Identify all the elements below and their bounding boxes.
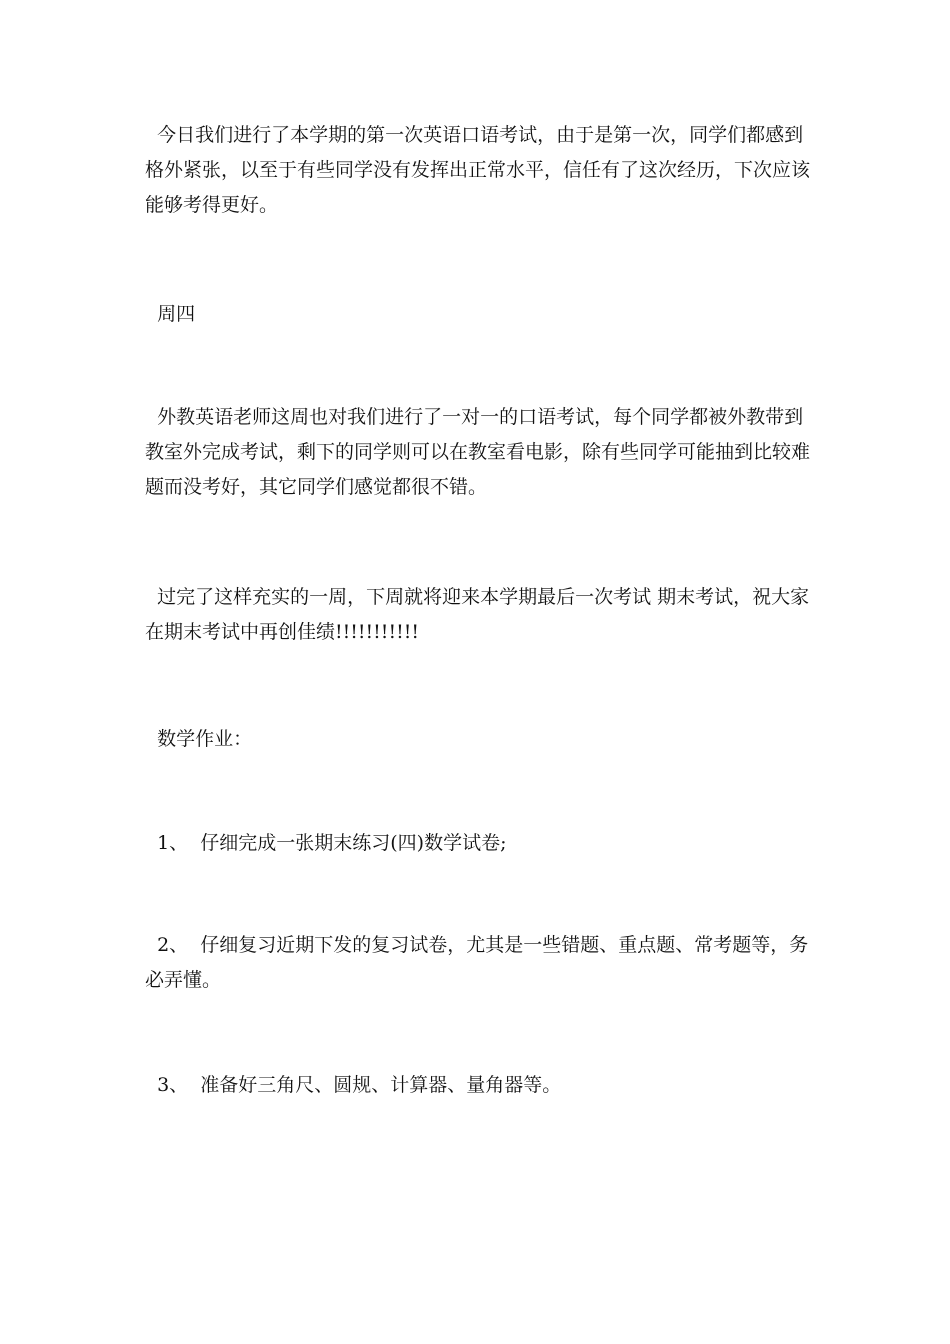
homework-item-1: 1、 仔细完成一张期末练习(四)数学试卷; bbox=[145, 832, 507, 854]
heading-thursday: 周四 bbox=[145, 303, 196, 325]
paragraph-foreign-teacher-exam: 外教英语老师这周也对我们进行了一对一的口语考试，每个同学都被外教带到教室外完成考试，剩下的同学则可以在教室看电影，除有些同学可能抽到比较难题而没考好，其它同学们感觉都很不错。 bbox=[145, 406, 811, 498]
heading-math-homework: 数学作业： bbox=[145, 728, 253, 750]
paragraph-english-oral-exam: 今日我们进行了本学期的第一次英语口语考试，由于是第一次，同学们都感到格外紧张，以至于有些同学没有发挥出正常水平，信任有了这次经历，下次应该能够考得更好。 bbox=[145, 124, 811, 216]
homework-item-3: 3、 准备好三角尺、圆规、计算器、量角器等。 bbox=[145, 1074, 562, 1096]
paragraph-final-exam-wish: 过完了这样充实的一周，下周就将迎来本学期最后一次考试 期末考试，祝大家在期末考试中再创佳绩!!!!!!!!!!! bbox=[145, 586, 810, 643]
homework-item-2: 2、 仔细复习近期下发的复习试卷，尤其是一些错题、重点题、常考题等，务必弄懂。 bbox=[145, 934, 809, 991]
